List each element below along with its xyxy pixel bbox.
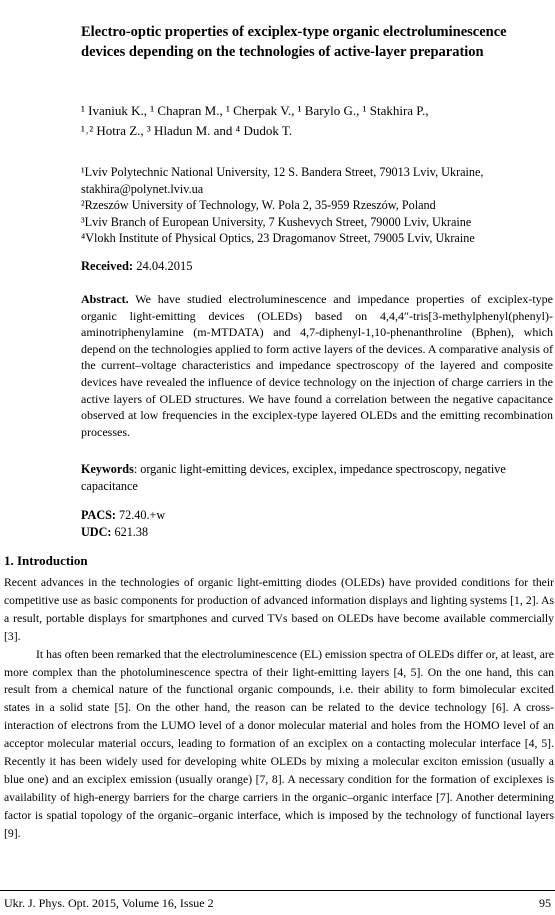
journal-citation: Ukr. J. Phys. Opt. 2015, Volume 16, Issue 2 bbox=[4, 896, 214, 910]
affiliation-4: ⁴Vlokh Institute of Physical Optics, 23 Dragomanov Street, 79005 Lviv, Ukraine bbox=[81, 231, 475, 246]
abstract bbox=[81, 291, 553, 440]
keywords-text: : organic light-emitting devices, exciplex, impedance spectroscopy, negative capacitance bbox=[81, 462, 506, 493]
affiliation-2: ²Rzeszów University of Technology, W. Pola 2, 35-959 Rzeszów, Poland bbox=[81, 198, 436, 213]
footer-rule bbox=[0, 890, 555, 891]
abstract-text: We have studied electroluminescence and impedance properties of exciplex-type organic light-emitting devices (OLEDs) based on 4,4,4″-tris[3-methylphenyl(phenyl)-aminotriphenylamine (m-MTDATA) and 4,7-diphenyl-1,10-phenanthroline (Bphen), which depend on the technologies applied to form active layers of the devices. A comparative analysis of the current–voltage characteristics and impedance spectroscopy of the layered and composite devices have revealed the influence of device technology on the injection of charge carriers in the active layers of OLED structures. We have found a correlation between the negative capacitance observed at low frequencies in the exciplex-type layered OLEDs and the emitting recombination processes. bbox=[81, 292, 553, 439]
pacs-label: PACS: bbox=[81, 508, 116, 522]
received-value: 24.04.2015 bbox=[133, 259, 193, 273]
affiliation-3: ³Lviv Branch of European University, 7 Kushevych Street, 79000 Lviv, Ukraine bbox=[81, 214, 472, 229]
author-list bbox=[81, 101, 521, 141]
affiliation-email: stakhira@polynet.lviv.ua bbox=[81, 181, 204, 196]
affiliation-1: ¹Lviv Polytechnic National University, 12 S. Bandera Street, 79013 Lviv, Ukraine, bbox=[81, 165, 484, 179]
udc-value: 621.38 bbox=[111, 524, 149, 539]
pacs-line bbox=[81, 507, 165, 524]
page-number: 95 bbox=[539, 896, 551, 910]
body-text bbox=[4, 574, 554, 843]
paragraph-1: Recent advances in the technologies of organic light-emitting diodes (OLEDs) have provided conditions for their competitive use as basic components for production of advanced information displays and lighting systems [1, 2]. As a result, portable displays for smartphones and curved TVs based on OLEDs have become available commercially [3]. bbox=[4, 576, 554, 643]
author-line-1: ¹ Ivaniuk K., ¹ Chapran M., ¹ Cherpak V., ¹ Barylo G., ¹ Stakhira P., bbox=[81, 103, 429, 118]
received-label: Received: bbox=[81, 259, 134, 273]
abstract-label: Abstract. bbox=[81, 292, 129, 306]
classification-codes bbox=[81, 507, 165, 540]
received-date bbox=[81, 259, 192, 274]
udc-line bbox=[81, 524, 165, 541]
udc-label: UDC: bbox=[81, 524, 112, 539]
section-heading: 1. Introduction bbox=[4, 553, 88, 568]
pacs-value: 72.40.+w bbox=[115, 508, 166, 522]
author-line-2: ¹˒² Hotra Z., ³ Hladun M. and ⁴ Dudok T. bbox=[81, 123, 293, 138]
affiliations bbox=[81, 164, 541, 247]
keywords bbox=[81, 461, 553, 495]
paper-title: Electro-optic properties of exciplex-type organic electroluminescence devices depending on the technologies of active-layer preparation bbox=[81, 24, 507, 60]
keywords-label: Keywords bbox=[81, 462, 134, 476]
paragraph-2: It has often been remarked that the electroluminescence (EL) emission spectra of OLEDs differ or, at least, are more complex than the photoluminescence spectra of their light-emitting layers [4, 5]. On the one hand, this can result from a chemical nature of the functional organic compounds, i.e. their ability to form bimolecular excited states in a solid state [5]. On the other hand, the reason can be related to the device technology [6]. A cross-interaction of electrons from the LUMO level of a donor molecular material and holes from the HOMO level of an acceptor molecular material occurs, leading to formation of an exciplex on a contacting molecular interface [4, 5]. Recently it has been widely used for developing white OLEDs by mixing a molecular exciton emission (usually a blue one) and an exciplex emission (usually orange) [7, 8]. A necessary condition for the formation of exciplexes is availability of high-energy barriers for the charge carriers in the organic–organic interface [7]. Another determining factor is spatial topology of the organic–organic interface, which is imposed by the technology of functional layers [9]. bbox=[4, 647, 554, 840]
